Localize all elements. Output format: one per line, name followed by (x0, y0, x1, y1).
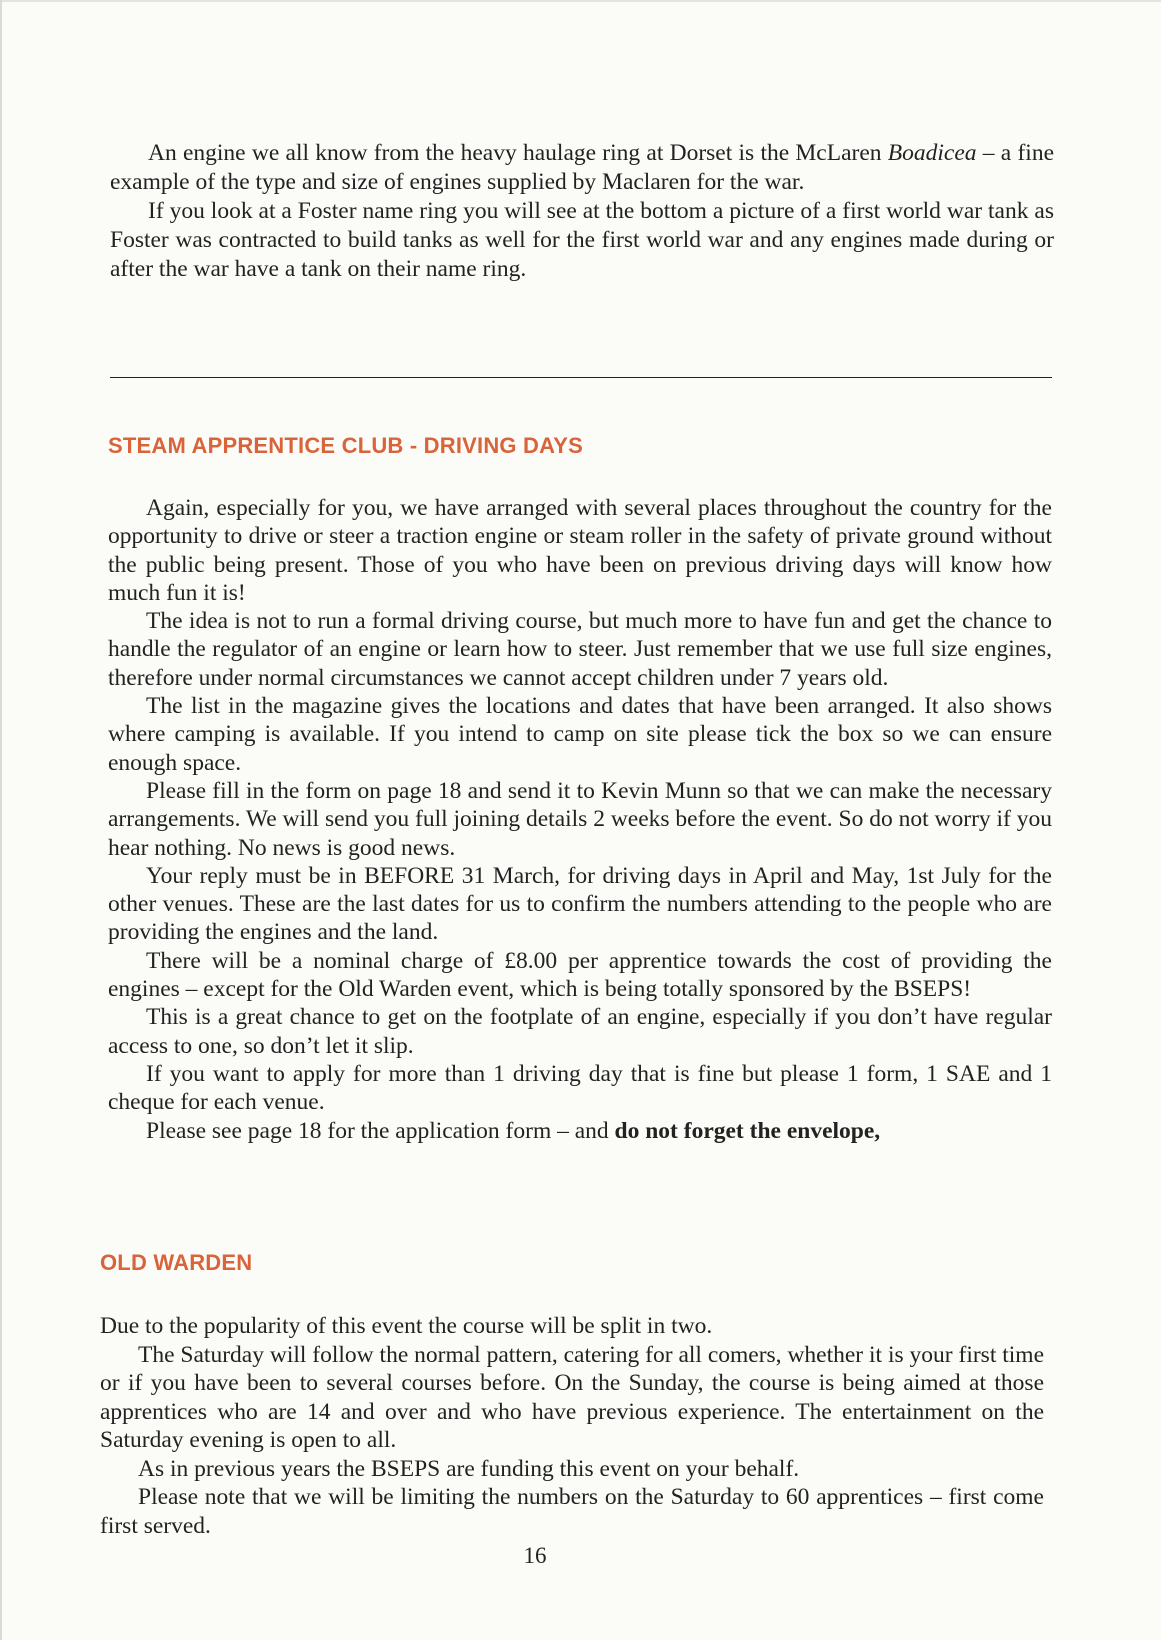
steam-club-heading: STEAM APPRENTICE CLUB - DRIVING DAYS (108, 433, 583, 458)
steam-paragraph: Please fill in the form on page 18 and send it to Kevin Munn so that we can make the necessary arrangements. We will send you full joining details 2 weeks before the event. So do not worry if you hear nothing. No news is good news. (108, 777, 1052, 861)
old-warden-first-paragraph: Due to the popularity of this event the course will be split in two. (100, 1313, 713, 1339)
page-edge-left (0, 0, 2, 1640)
steam-paragraph: If you want to apply for more than 1 driving day that is fine but please 1 form, 1 SAE and 1 cheque for each venue. (108, 1060, 1052, 1116)
intro-paragraph-1: An engine we all know from the heavy haulage ring at Dorset is the McLaren Boadicea – a fine example of the type and size of engines supplied by Maclaren for the war. (110, 140, 1054, 195)
old-warden-paragraph: Please note that we will be limiting the numbers on the Saturday to 60 apprentices – first come first served. (100, 1484, 1044, 1539)
section-divider (110, 377, 1052, 378)
page-number: 16 (523, 1543, 547, 1568)
steam-paragraph: Your reply must be in BEFORE 31 March, for driving days in April and May, 1st July for the other venues. These are the last dates for us to confirm the numbers attending to the people who are providing the engines and the land. (108, 862, 1052, 946)
intro-text (110, 139, 1054, 284)
old-warden-text (100, 1312, 1044, 1540)
steam-club-text (108, 494, 1052, 1145)
old-warden-paragraph: As in previous years the BSEPS are funding this event on your behalf. (138, 1455, 800, 1482)
steam-paragraph: This is a great chance to get on the footplate of an engine, especially if you don’t have regular access to one, so don’t let it slip. (108, 1004, 1052, 1059)
steam-last-paragraph: Please see page 18 for the application form – and do not forget the envelope, (146, 1117, 881, 1144)
envelope-reminder: do not forget the envelope, (614, 1117, 881, 1144)
steam-paragraph: There will be a nominal charge of £8.00 per apprentice towards the cost of providing the engines – except for the Old Warden event, which is being totally sponsored by the BSEPS! (108, 947, 1052, 1003)
page-edge-top (0, 0, 1161, 2)
steam-paragraph: The idea is not to run a formal driving course, but much more to have fun and get the chance to handle the regulator of an engine or learn how to steer. Just remember that we use full size engines, therefore under normal circumstances we cannot accept children under 7 years old. (108, 608, 1052, 691)
old-warden-paragraph: The Saturday will follow the normal pattern, catering for all comers, whether it is your first time or if you have been to several courses before. On the Sunday, the course is being aimed at those apprentices who are 14 and over and who have previous experience. The entertainment on the Saturday evening is open to all. (100, 1341, 1044, 1453)
steam-paragraph: The list in the magazine gives the locations and dates that have been arranged. It also shows where camping is available. If you intend to camp on site please tick the box so we can ensure enough space. (108, 693, 1052, 776)
intro-paragraph-2: If you look at a Foster name ring you will see at the bottom a picture of a first world war tank as Foster was contracted to build tanks as well for the first world war and any engines made during or after the war have a tank on their name ring. (110, 198, 1054, 282)
old-warden-heading: OLD WARDEN (100, 1250, 253, 1275)
steam-paragraph: Again, especially for you, we have arranged with several places throughout the country for the opportunity to drive or steer a traction engine or steam roller in the safety of private ground without the public being present. Those of you who have been on previous driving days will know how much fun it is! (108, 495, 1052, 606)
engine-name: Boadicea (887, 140, 977, 166)
